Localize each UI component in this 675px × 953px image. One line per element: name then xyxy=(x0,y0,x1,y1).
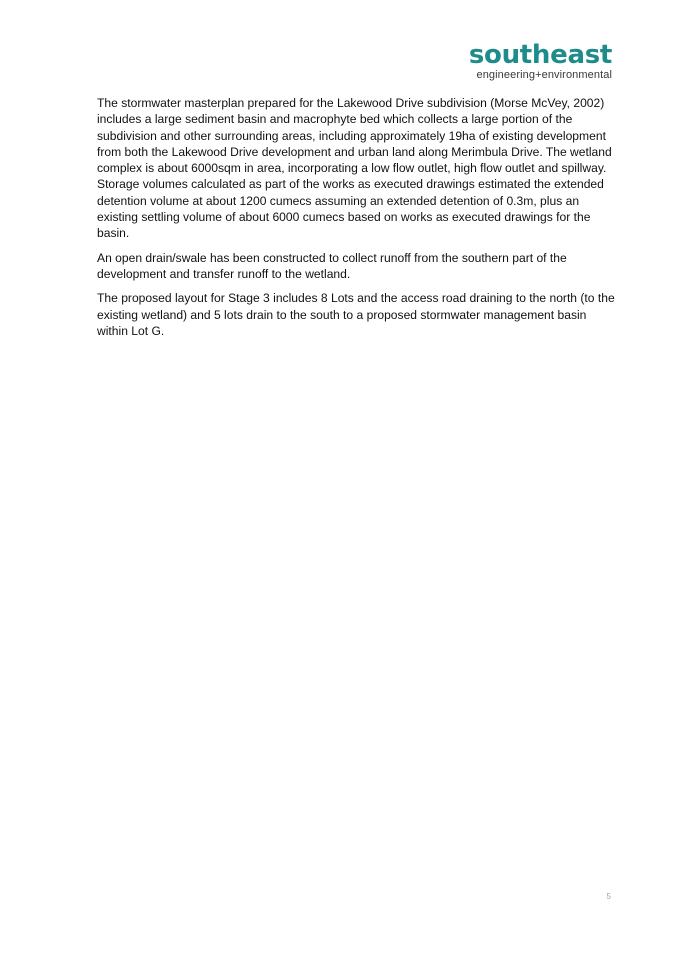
logo-tagline: engineering+environmental xyxy=(476,69,612,81)
logo-name: southeast xyxy=(468,40,612,70)
paragraph-stormwater-masterplan: The stormwater masterplan prepared for the Lakewood Drive subdivision (Morse McVey, 2002) includes a large sediment basin and macrophyte bed which collects a large portion of the subdivision and other surrounding areas, including approximately 19ha of existing development from both the Lakewood Drive development and urban land along Merimbula Drive. The wetland complex is about 6000sqm in area, incorporating a low flow outlet, high flow outlet and spillway. Storage volumes calculated as part of the works as executed drawings estimated the extended detention volume at about 1200 cumecs assuming an extended detention of 0.3m, plus an existing settling volume of about 6000 cumecs based on works as executed drawings for the basin. xyxy=(97,96,612,241)
paragraph-open-drain: An open drain/swale has been constructed to collect runoff from the southern part of the development and transfer runoff to the wetland. xyxy=(97,250,567,281)
body-text xyxy=(97,95,617,347)
page-number: 5 xyxy=(606,892,611,901)
paragraph-stage-3-layout: The proposed layout for Stage 3 includes 8 Lots and the access road draining to the north (to the existing wetland) and 5 lots drain to the south to a proposed stormwater management basin within Lot G. xyxy=(97,291,615,338)
company-logo xyxy=(469,40,612,81)
